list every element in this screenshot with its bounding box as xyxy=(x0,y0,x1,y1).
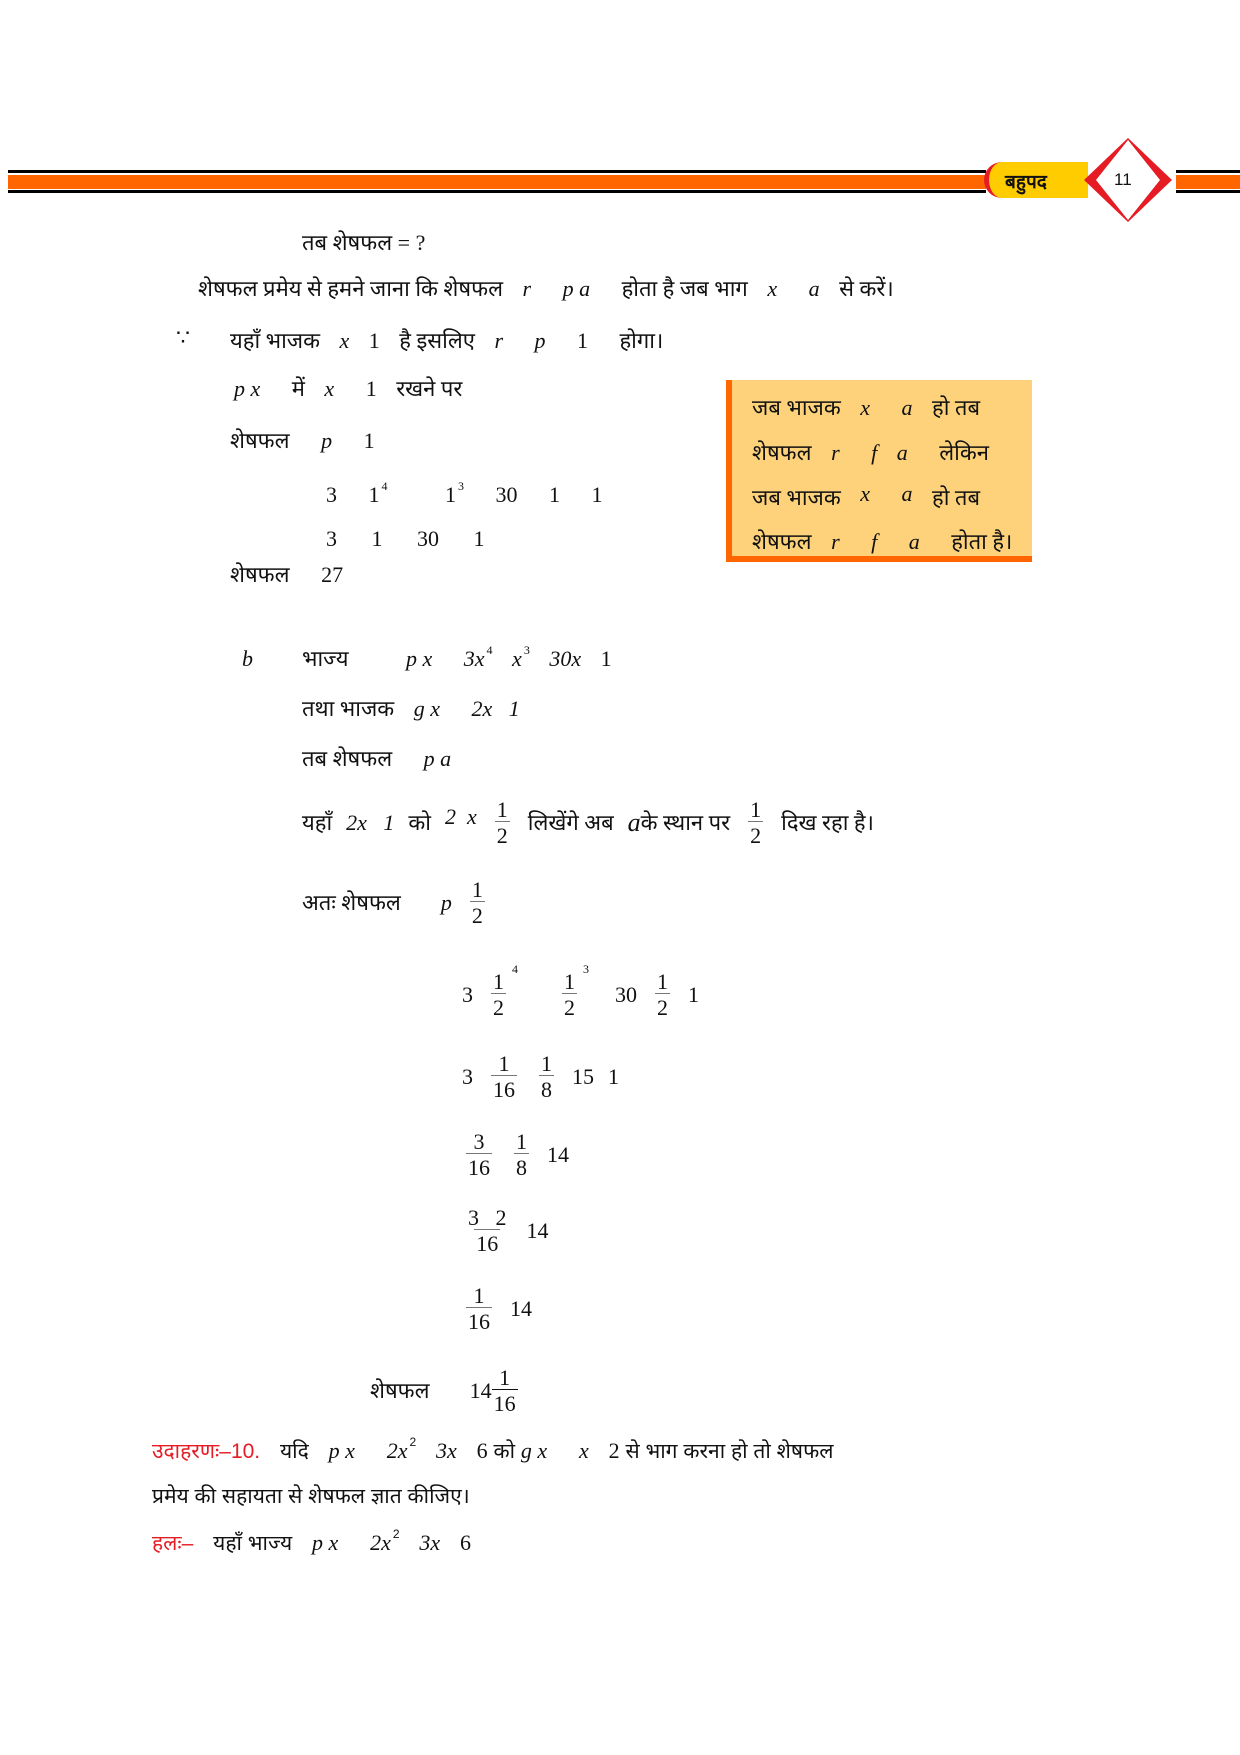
denominator: 8 xyxy=(516,1155,527,1181)
text: शेषफल xyxy=(752,529,812,554)
step-3 xyxy=(462,1130,569,1179)
math-r: r xyxy=(831,440,840,465)
fraction xyxy=(655,970,670,1019)
denominator: 16 xyxy=(493,1077,515,1103)
text: दिख रहा है। xyxy=(781,809,874,835)
numerator: 1 xyxy=(496,797,508,822)
exponent: 4 xyxy=(512,961,518,976)
exponent: 3 xyxy=(458,479,464,493)
label: शेषफल xyxy=(370,1377,430,1403)
math-term: 6 xyxy=(460,1530,472,1555)
denominator: 16 xyxy=(468,1309,490,1335)
text: शेषफल xyxy=(752,440,812,465)
text: यहाँ भाजक xyxy=(230,328,321,353)
label: शेषफल xyxy=(230,428,290,453)
text: हो तब xyxy=(932,485,981,510)
math: 1 xyxy=(608,1063,619,1089)
denominator: 8 xyxy=(541,1077,552,1103)
step-4 xyxy=(462,1206,549,1255)
numerator: 1 xyxy=(564,969,575,994)
header-orange-band-right xyxy=(1176,175,1240,189)
text: है इसलिए xyxy=(399,328,475,353)
math: 14 xyxy=(547,1141,569,1167)
math-1: 1 xyxy=(363,428,375,453)
step-5 xyxy=(462,1284,532,1333)
math: 15 xyxy=(572,1063,594,1089)
numerator: 1 xyxy=(498,1051,510,1076)
fraction xyxy=(466,1284,492,1333)
fraction xyxy=(466,1130,492,1179)
text: होता है जब भाग xyxy=(621,276,748,301)
math-x: x xyxy=(339,328,350,353)
fraction xyxy=(495,798,510,847)
math-x: x xyxy=(860,395,871,420)
math-a: a xyxy=(627,807,641,837)
text: से भाग करना हो तो शेषफल xyxy=(625,1440,834,1463)
text: यहाँ xyxy=(302,809,333,835)
math-x: x xyxy=(767,276,778,301)
result-line xyxy=(230,564,343,586)
text: हो तब xyxy=(932,395,981,420)
solution-line xyxy=(152,1527,472,1555)
math-1: 1 xyxy=(577,328,588,353)
numerator: 1 xyxy=(493,969,504,994)
text: यहाँ भाज्य xyxy=(213,1532,293,1555)
denominator: 2 xyxy=(496,823,508,849)
fraction xyxy=(470,878,485,927)
text: शेषफल प्रमेय से हमने जाना कि शेषफल xyxy=(198,276,503,301)
math: 30 xyxy=(615,981,637,1007)
math-f: f xyxy=(871,529,878,554)
math-pa: p a xyxy=(423,746,452,771)
text: रखने पर xyxy=(396,376,463,401)
substitute-line xyxy=(234,378,462,400)
math: 14 xyxy=(510,1295,532,1321)
because-symbol: ∵ xyxy=(176,325,190,350)
note-row xyxy=(752,392,980,422)
label: भाज्य xyxy=(302,646,349,671)
math: 2 xyxy=(608,1438,620,1463)
text: जब भाजक xyxy=(752,485,841,510)
math-px: p x xyxy=(328,1438,355,1463)
text: से करें। xyxy=(839,276,894,301)
exponent: 2 xyxy=(392,1527,400,1541)
denominator: 2 xyxy=(750,823,762,849)
solution-label: हलः– xyxy=(152,1532,194,1555)
example-10-line-2: प्रमेय की सहायता से शेषफल ज्ञात कीजिए। xyxy=(152,1485,470,1508)
dividend-line xyxy=(302,643,612,671)
math-term: 30x xyxy=(549,646,582,671)
math-r: r xyxy=(494,328,503,353)
math: 3 xyxy=(462,1063,473,1089)
math-px: p x xyxy=(406,646,433,671)
denominator: 16 xyxy=(493,1391,516,1417)
text: में xyxy=(291,376,305,401)
math-x: x xyxy=(579,1438,589,1463)
math-a: a xyxy=(901,481,913,506)
math-1: 1 xyxy=(365,376,377,401)
text: के स्थान पर xyxy=(640,809,731,835)
math-p: p xyxy=(321,428,333,453)
numerator: 3 xyxy=(473,1129,485,1154)
divisor-line-b xyxy=(302,698,520,720)
denominator: 2 xyxy=(493,995,504,1021)
exponent: 4 xyxy=(381,479,388,493)
final-remainder xyxy=(370,1366,522,1415)
math-term: 1 xyxy=(600,646,612,671)
note-box xyxy=(726,380,1032,562)
fraction xyxy=(492,1366,518,1415)
math-r: r xyxy=(522,276,532,301)
math: 14 xyxy=(526,1217,549,1243)
math-expr: 2x 1 xyxy=(471,696,520,721)
math-term: 3x xyxy=(419,1530,441,1555)
math-expr: 2 x xyxy=(445,803,477,829)
denominator: 2 xyxy=(564,995,575,1021)
exponent: 4 xyxy=(486,643,493,657)
math-r: r xyxy=(831,529,840,554)
exponent: 3 xyxy=(523,643,530,657)
label: तथा भाजक xyxy=(302,696,395,721)
part-b-label: b xyxy=(242,646,253,671)
math-term: 3x xyxy=(463,646,485,671)
math-term: 2x xyxy=(370,1530,391,1555)
page-number: 11 xyxy=(1114,170,1132,189)
numerator: 1 xyxy=(473,1283,485,1308)
math-1: 1 xyxy=(368,328,380,353)
then-remainder-line xyxy=(302,748,451,770)
numerator: 1 xyxy=(471,877,483,902)
math-term: 6 xyxy=(476,1438,488,1463)
math-a: a xyxy=(908,529,920,554)
math-pa: p a xyxy=(562,276,591,301)
exponent: 2 xyxy=(409,1435,417,1449)
math: 3 xyxy=(462,981,473,1007)
math: 1 xyxy=(445,482,456,507)
numerator: 1 xyxy=(750,797,762,822)
text: यदि xyxy=(279,1440,309,1463)
fraction xyxy=(466,1206,509,1255)
numerator: 1 xyxy=(499,1365,511,1390)
numerator: 1 xyxy=(657,969,668,994)
simplified-line: 3 1 30 1 xyxy=(326,526,485,551)
denominator: 2 xyxy=(657,995,668,1021)
label: अतः शेषफल xyxy=(302,889,401,915)
remainder-theorem-line xyxy=(198,278,894,300)
note-row xyxy=(752,526,1012,556)
example-10-line xyxy=(152,1435,834,1463)
math-a: a xyxy=(808,276,820,301)
math-term: 2x xyxy=(386,1438,408,1463)
header-line-bottom xyxy=(8,190,986,193)
chapter-title: बहुपद xyxy=(1005,172,1047,193)
math: 30 xyxy=(495,482,518,507)
hence-remainder-line xyxy=(302,878,489,927)
math: 1 xyxy=(591,482,603,507)
label: शेषफल xyxy=(230,562,290,587)
step-1 xyxy=(462,961,699,1021)
math: 14 xyxy=(469,1377,492,1403)
math-p: p xyxy=(440,889,452,915)
math-term: x xyxy=(512,646,522,671)
remainder-p1-line xyxy=(230,430,375,452)
result-value: 27 xyxy=(321,562,344,587)
denominator: 16 xyxy=(476,1231,499,1257)
fraction xyxy=(514,1130,529,1179)
text: होगा। xyxy=(619,328,664,353)
fraction xyxy=(539,1052,554,1101)
numerator: 3 2 xyxy=(468,1205,507,1230)
label: तब शेषफल xyxy=(302,746,393,771)
numerator: 1 xyxy=(541,1051,552,1076)
denominator: 2 xyxy=(471,903,483,929)
math-p: p xyxy=(534,328,546,353)
denominator: 16 xyxy=(468,1155,490,1181)
note-row xyxy=(752,437,989,467)
header-orange-band xyxy=(8,175,986,189)
fraction xyxy=(748,798,763,847)
header-line-top-right xyxy=(1176,170,1240,173)
text: लिखेंगे अब xyxy=(527,809,614,835)
rewrite-divisor-line xyxy=(302,798,874,847)
fraction xyxy=(562,970,577,1019)
math-a: a xyxy=(901,395,913,420)
chapter-title-pill xyxy=(984,162,1088,198)
text: को xyxy=(408,809,432,835)
math: 3 xyxy=(326,482,337,507)
example-label: उदाहरणः–10. xyxy=(152,1440,261,1463)
line-then-remainder: तब शेषफल = ? xyxy=(302,230,426,255)
numerator: 1 xyxy=(516,1129,527,1154)
math-f: f xyxy=(871,440,878,465)
math-term: 3x xyxy=(436,1438,457,1463)
math-gx: g x xyxy=(413,696,440,721)
math: 1 xyxy=(688,981,699,1007)
fraction xyxy=(491,970,506,1019)
divisor-line xyxy=(230,330,663,352)
math-x: x xyxy=(324,376,335,401)
expansion-line xyxy=(326,479,603,507)
header-line-bottom-right xyxy=(1176,190,1240,193)
exponent: 3 xyxy=(583,961,589,976)
math-x: x xyxy=(860,481,871,506)
math-a: a xyxy=(896,440,908,465)
text: होता है। xyxy=(951,529,1013,554)
header-line-top xyxy=(8,170,986,173)
fraction xyxy=(491,1052,517,1101)
text: जब भाजक xyxy=(752,395,841,420)
text: को xyxy=(493,1440,516,1463)
math-gx: g x xyxy=(520,1438,548,1463)
math: 1 xyxy=(549,482,560,507)
math: 1 xyxy=(368,482,380,507)
math-px: p x xyxy=(312,1530,339,1555)
math-expr: 2x 1 xyxy=(346,809,395,835)
note-row xyxy=(752,482,980,512)
text: लेकिन xyxy=(939,440,989,465)
step-2 xyxy=(462,1052,619,1101)
math-px: p x xyxy=(234,376,261,401)
